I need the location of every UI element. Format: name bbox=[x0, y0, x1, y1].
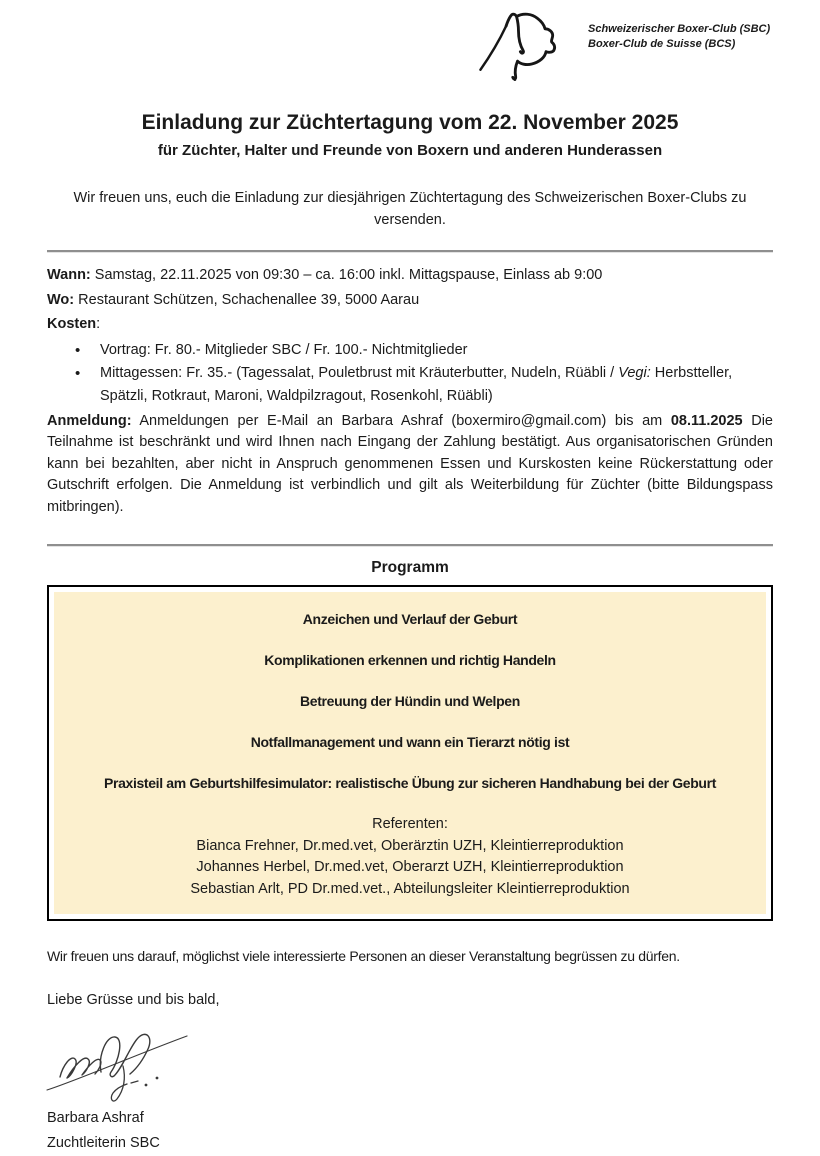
costs-line bbox=[47, 312, 773, 337]
registration-text-1: Anmeldungen per E-Mail an Barbara Ashraf (boxermiro@gmail.com) bis am bbox=[131, 412, 671, 429]
where-value: Restaurant Schützen, Schachenallee 39, 5000 Aarau bbox=[74, 291, 420, 308]
org-line-1: Schweizerischer Boxer-Club (SBC) bbox=[588, 23, 771, 35]
letterhead bbox=[47, 5, 773, 87]
divider-bottom bbox=[47, 544, 773, 546]
program-item: Anzeichen und Verlauf der Geburt bbox=[302, 611, 518, 628]
costs-colon: : bbox=[96, 316, 101, 332]
registration-text-2: Die Teilnahme ist beschränkt und wird Ihnen nach Eingang der Zahlung bestätigt. Aus organisatorischen Gründen kann bei bezahlten, aber nicht in Anspruch genommenen Essen und Kurskosten keine Rückerstattung oder Gutschrift erfolgen. Die Anmeldung ist verbindlich und gilt als Weiterbildung für Züchter (bitte Bildungspass mitbringen). bbox=[47, 412, 773, 515]
speaker-entry: Johannes Herbel, Dr.med.vet, Oberarzt UZH, Kleintierreproduktion bbox=[196, 859, 624, 876]
when-label: Wann: bbox=[47, 267, 91, 283]
costs-label: Kosten bbox=[47, 316, 97, 332]
cost-item-mittagessen bbox=[100, 362, 773, 408]
when-line bbox=[47, 263, 773, 288]
document-title: Einladung zur Züchtertagung vom 22. November 2025 bbox=[141, 111, 679, 134]
sender-role: Zuchtleiterin SBC bbox=[47, 1135, 160, 1152]
cost-item-vortrag-text: Vortrag: Fr. 80.- Mitglieder SBC / Fr. 100.- Nichtmitglieder bbox=[100, 341, 468, 358]
org-line-2: Boxer-Club de Suisse (BCS) bbox=[588, 38, 736, 50]
program-item: Komplikationen erkennen und richtig Handeln bbox=[264, 652, 556, 669]
organization-name bbox=[588, 22, 773, 52]
program-box-inner bbox=[54, 592, 766, 914]
registration-label: Anmeldung: bbox=[47, 412, 132, 429]
registration-deadline: 08.11.2025 bbox=[670, 412, 743, 429]
intro-paragraph: Wir freuen uns, euch die Einladung zur diesjährigen Züchtertagung des Schweizerischen Boxer-Clubs zu versenden. bbox=[73, 190, 747, 228]
document-subtitle: für Züchter, Halter und Freunde von Boxern und anderen Hunderassen bbox=[157, 142, 663, 159]
cost-item-mittagessen-text-1: Mittagessen: Fr. 35.- (Tagessalat, Pouletbrust mit Kräuterbutter, Nudeln, Rüäbli / bbox=[100, 364, 619, 381]
greeting-line: Liebe Grüsse und bis bald, bbox=[47, 992, 220, 1009]
program-heading: Programm bbox=[371, 559, 449, 577]
speaker-entry: Sebastian Arlt, PD Dr.med.vet., Abteilungsleiter Kleintierreproduktion bbox=[190, 880, 630, 897]
registration-paragraph bbox=[47, 411, 773, 519]
program-item: Notfallmanagement und wann ein Tierarzt nötig ist bbox=[250, 734, 570, 751]
handwritten-signature-image bbox=[43, 1016, 193, 1104]
vegi-label: Vegi: bbox=[618, 364, 651, 381]
event-details bbox=[47, 263, 773, 518]
program-item: Praxisteil am Geburtshilfesimulator: realistische Übung zur sicheren Handhabung bei der Geburt bbox=[103, 775, 717, 792]
speakers-label: Referenten: bbox=[372, 816, 448, 833]
when-value: Samstag, 22.11.2025 von 09:30 – ca. 16:00 inkl. Mittagspause, Einlass ab 9:00 bbox=[90, 267, 603, 283]
sender-name: Barbara Ashraf bbox=[47, 1110, 144, 1127]
costs-list bbox=[47, 339, 773, 408]
divider-top bbox=[47, 250, 773, 252]
program-item: Betreuung der Hündin und Welpen bbox=[300, 693, 520, 710]
cost-item-vortrag bbox=[100, 339, 773, 362]
boxer-dog-head-logo-icon bbox=[472, 7, 564, 83]
speaker-entry: Bianca Frehner, Dr.med.vet, Oberärztin UZH, Kleintierreproduktion bbox=[196, 837, 624, 854]
where-label: Wo: bbox=[47, 291, 75, 308]
cost-item-mittagessen-text-2: Herbstteller, Spätzli, Rotkraut, Maroni, Waldpilzragout, Rosenkohl, Rüäbli) bbox=[100, 364, 733, 404]
closing-paragraph: Wir freuen uns darauf, möglichst viele interessierte Personen an dieser Veranstaltung begrüssen zu dürfen. bbox=[47, 948, 680, 965]
program-box bbox=[47, 585, 773, 921]
where-line bbox=[47, 288, 773, 313]
